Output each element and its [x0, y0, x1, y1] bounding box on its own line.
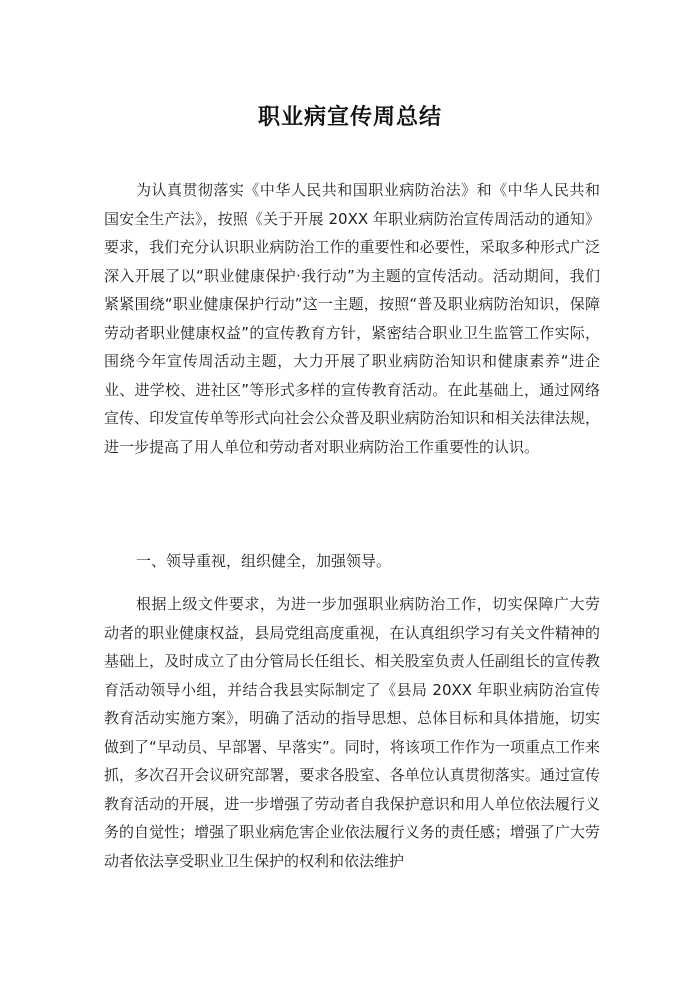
section-heading-1: 一、领导重视，组织健全，加强领导。 [136, 552, 392, 570]
document-title: 职业病宣传周总结 [257, 105, 442, 130]
paragraph-section-1: 根据上级文件要求，为进一步加强职业病防治工作，切实保障广大劳动者的职业健康权益，县局党组高度重视，在认真组织学习有关文件精神的基础上，及时成立了由分管局长任组长、相关股室负责人任副组长的宣传教育活动领导小组，并结合我县实际制定了《县局 20XX 年职业病防治宣传教育活动实施方案》，明确了活动的指导思想、总体目标和具体措施，切实做到了“早动员、早部署、早落实”。同时，将该项工作作为一项重点工作来抓，多次召开会议研究部署，要求各股室、各单位认真贯彻落实。通过宣传教育活动的开展，进一步增强了劳动者自我保护意识和用人单位依法履行义务的自觉性；增强了职业病危害企业依法履行义务的责任感；增强了广大劳动者依法享受职业卫生保护的权利和依法维护 [104, 595, 600, 870]
paragraph-intro: 为认真贯彻落实《中华人民共和国职业病防治法》和《中华人民共和国安全生产法》，按照《关于开展 20XX 年职业病防治宣传周活动的通知》要求，我们充分认识职业病防治工作的重要性和必要性，采取多种形式广泛深入开展了以“职业健康保护·我行动”为主题的宣传活动。活动期间，我们紧紧围绕“职业健康保护行动”这一主题，按照“普及职业病防治知识，保障劳动者职业健康权益”的宣传教育方针，紧密结合职业卫生监管工作实际，围绕今年宣传周活动主题，大力开展了职业病防治知识和健康素养“进企业、进学校、进社区”等形式多样的宣传教育活动。在此基础上，通过网络宣传、印发宣传单等形式向社会公众普及职业病防治知识和相关法律法规，进一步提高了用人单位和劳动者对职业病防治工作重要性的认识。 [104, 181, 600, 456]
